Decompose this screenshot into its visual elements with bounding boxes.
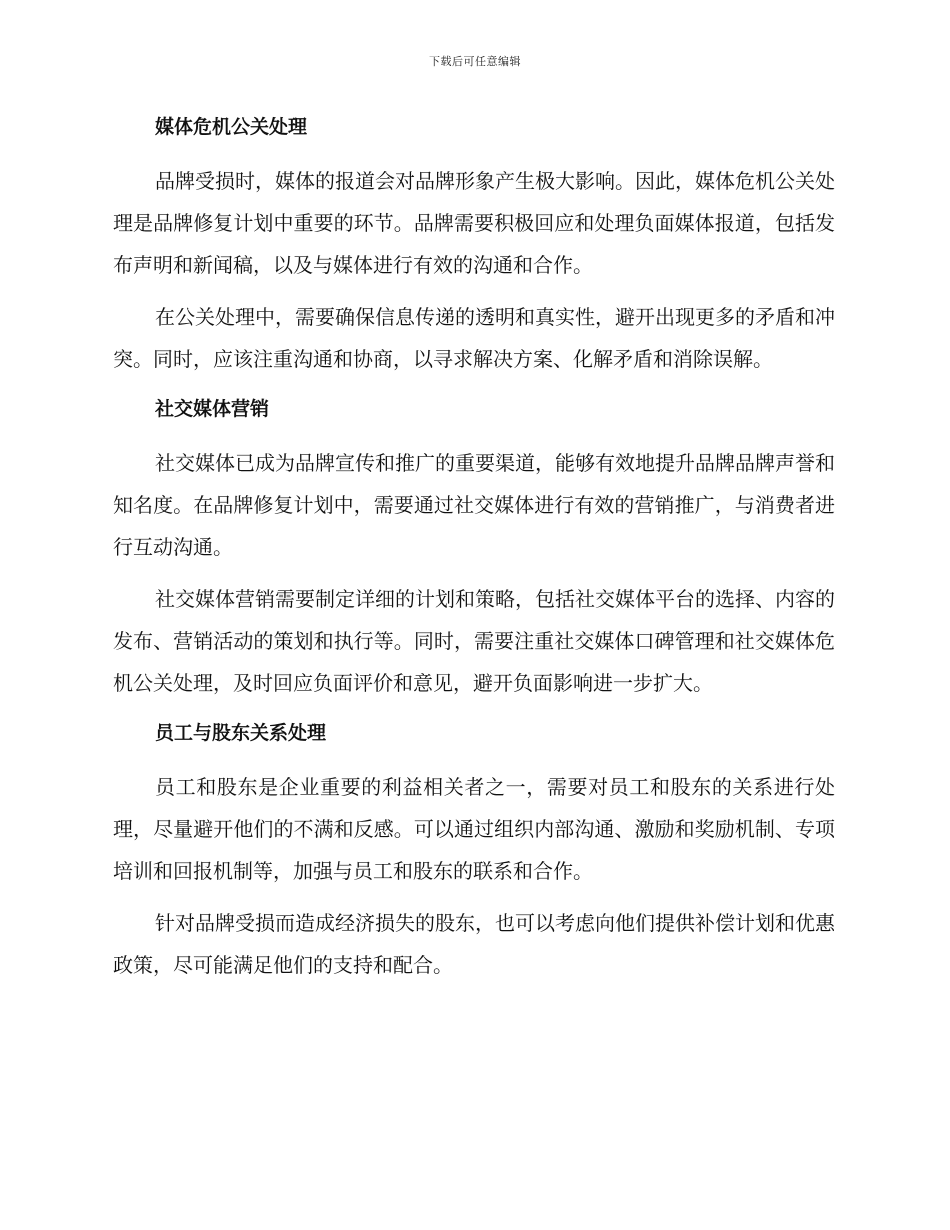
section-heading: 员工与股东关系处理 [155, 722, 327, 744]
paragraph: 品牌受损时，媒体的报道会对品牌形象产生极大影响。因此，媒体危机公关处理是品牌修复计划中重要的环节。品牌需要积极回应和处理负面媒体报道，包括发布声明和新闻稿，以及与媒体进行有效的沟通和合作。 [113, 169, 835, 277]
section-heading: 媒体危机公关处理 [155, 116, 308, 138]
paragraph: 社交媒体已成为品牌宣传和推广的重要渠道，能够有效地提升品牌品牌声誉和知名度。在品牌修复计划中，需要通过社交媒体进行有效的营销推广，与消费者进行互动沟通。 [113, 451, 835, 559]
paragraph: 社交媒体营销需要制定详细的计划和策略，包括社交媒体平台的选择、内容的发布、营销活动的策划和执行等。同时，需要注重社交媒体口碑管理和社交媒体危机公关处理，及时回应负面评价和意见，避开负面影响进一步扩大。 [113, 587, 835, 695]
section-heading: 社交媒体营销 [155, 398, 270, 420]
paragraph: 员工和股东是企业重要的利益相关者之一，需要对员工和股东的关系进行处理，尽量避开他们的不满和反感。可以通过组织内部沟通、激励和奖励机制、专项培训和回报机制等，加强与员工和股东的联系和合作。 [113, 775, 835, 883]
section-media-crisis [113, 108, 835, 380]
paragraph: 在公关处理中，需要确保信息传递的透明和真实性，避开出现更多的矛盾和冲突。同时，应该注重沟通和协商，以寻求解决方案、化解矛盾和消除误解。 [113, 305, 835, 371]
paragraph: 针对品牌受损而造成经济损失的股东，也可以考虑向他们提供补偿计划和优惠政策，尽可能满足他们的支持和配合。 [113, 911, 835, 977]
document-body [113, 108, 835, 986]
section-employee-shareholder [113, 714, 835, 986]
section-social-media-marketing [113, 390, 835, 704]
page-header-note: 下载后可任意编辑 [429, 55, 521, 68]
